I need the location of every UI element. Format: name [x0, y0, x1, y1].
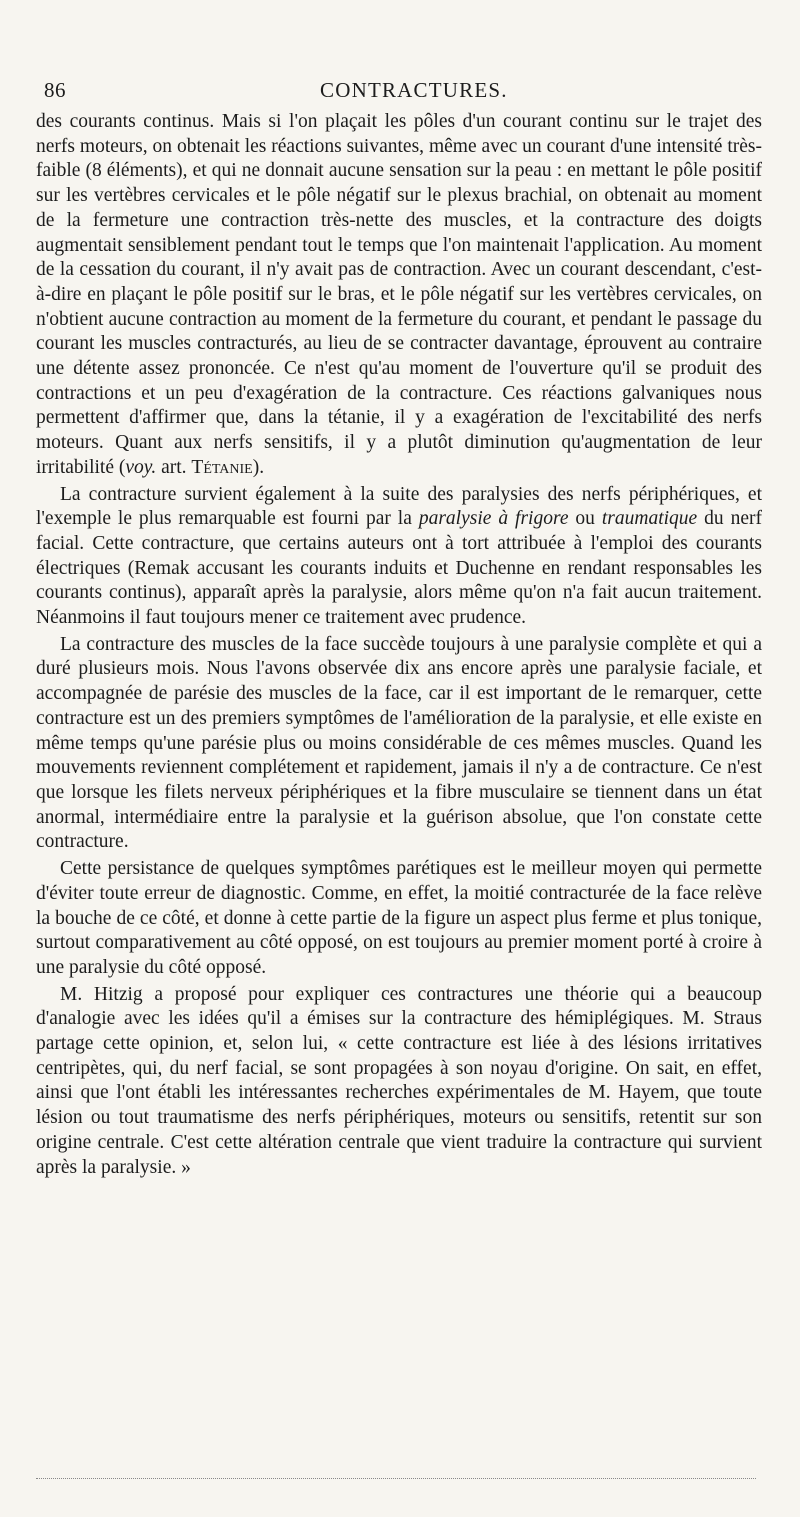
paragraph-5-text: M. Hitzig a proposé pour expliquer ces contractures une théorie qui a beaucoup d'analogie avec les idées qu'il a émises sur la contracture des hémiplégiques. M. Straus partage cette opinion, et, selon lui, « cette contracture est liée à des lésions irritatives centripètes, qui, du nerf facial, se sont propagées à son noyau d'origine. On sait, en effet, ainsi que l'ont établi les intéressantes recherches expérimentales de M. Hayem, que toute lésion ou tout traumatisme des nerfs périphériques, moteurs ou sensitifs, retentit sur son origine centrale. C'est cette altération centrale que vient traduire la contracture qui survient après la paralysie. »: [36, 983, 762, 1178]
reference-art: art.: [156, 456, 192, 478]
paragraph-3-text: La contracture des muscles de la face succède toujours à une paralysie complète et qui a duré plusieurs mois. Nous l'avons observée dix ans encore après une paralysie faciale, et accompagnée de parésie des muscles de la face, car il est important de le remarquer, cette contracture est un des premiers symptômes de l'amélioration de la paralysie, et elle existe en même temps qu'une parésie plus ou moins considérable de ces mêmes muscles. Quand les mouvements reviennent complétement et rapidement, jamais il n'y a de contracture. Ce n'est que lorsque les filets nerveux périphériques et la fibre musculaire se tiennent dans un état anormal, intermédiaire entre la paralysie et la guérison absolue, que l'on constate cette contracture.: [36, 633, 762, 853]
body-text: [36, 110, 762, 1180]
paragraph-3: [36, 633, 762, 855]
paragraph-2: [36, 483, 762, 631]
reference-tetanie: Tétanie: [191, 456, 253, 478]
book-page: [36, 70, 762, 1182]
paragraph-1-text: des courants continus. Mais si l'on plaçait les pôles d'un courant continu sur le trajet des nerfs moteurs, on obtenait les réactions suivantes, même avec un courant d'une intensité très-faible (8 éléments), et qui ne donnait aucune sensation sur la peau : en mettant le pôle positif sur les vertèbres cervicales et le pôle négatif sur le plexus brachial, on obtenait au moment de la fermeture une contraction très-nette des muscles, et la contracture des doigts augmentait sensiblement pendant tout le temps que l'on maintenait l'application. Au moment de la cessation du courant, il n'y avait pas de contraction. Avec un courant descendant, c'est-à-dire en plaçant le pôle positif sur le bras, et le pôle négatif sur les vertèbres cervicales, on n'obtient aucune contraction au moment de la fermeture du courant, et pendant le passage du courant les muscles contracturés, au lieu de se contracter davantage, éprouvent au contraire une détente assez prononcée. Ce n'est qu'au moment de l'ouverture qu'il se produit des contractions et un peu d'exagération de la contracture. Ces réactions galvaniques nous permettent d'affirmer que, dans la tétanie, il y a exagération de l'excitabilité des nerfs moteurs. Quant aux nerfs sensitifs, il y a plutôt diminution qu'augmentation de leur irritabilité (: [36, 111, 762, 478]
page-number: 86: [44, 78, 66, 102]
paragraph-1: [36, 110, 762, 481]
paragraph-2-text-c: du nerf facial. Cette contracture, que certains auteurs ont à tort attribuée à l'emploi des courants électriques (Remak accusant les courants induits et Duchenne en rendant responsables les courants continus), apparaît après la paralysie, alors même qu'on n'a fait aucun traitement. Néanmoins il faut toujours mener ce traitement avec prudence.: [36, 508, 762, 629]
paragraph-4: [36, 857, 762, 981]
term-paralysie-a-frigore: paralysie à frigore: [418, 508, 569, 530]
term-traumatique: traumatique: [601, 508, 698, 530]
paragraph-5: [36, 983, 762, 1181]
footer-dotted-rule: [36, 1478, 756, 1479]
paragraph-2-text-b: ou: [568, 508, 602, 530]
paragraph-2-text-a: La contracture survient également à la suite des paralysies des nerfs périphériques, et l'exemple le plus remarquable est fourni par la: [36, 483, 762, 530]
reference-voy: voy.: [125, 456, 157, 478]
paragraph-4-text: Cette persistance de quelques symptômes parétiques est le meilleur moyen qui permette d'éviter toute erreur de diagnostic. Comme, en effet, la moitié contracturée de la face relève la bouche de ce côté, et donne à cette partie de la figure un aspect plus ferme et plus tonique, surtout comparativement au côté opposé, on est toujours au premier moment porté à croire à une paralysie du côté opposé.: [36, 858, 762, 978]
page-header: [36, 70, 762, 110]
reference-end: ).: [252, 456, 265, 478]
running-title: CONTRACTURES.: [320, 78, 508, 102]
